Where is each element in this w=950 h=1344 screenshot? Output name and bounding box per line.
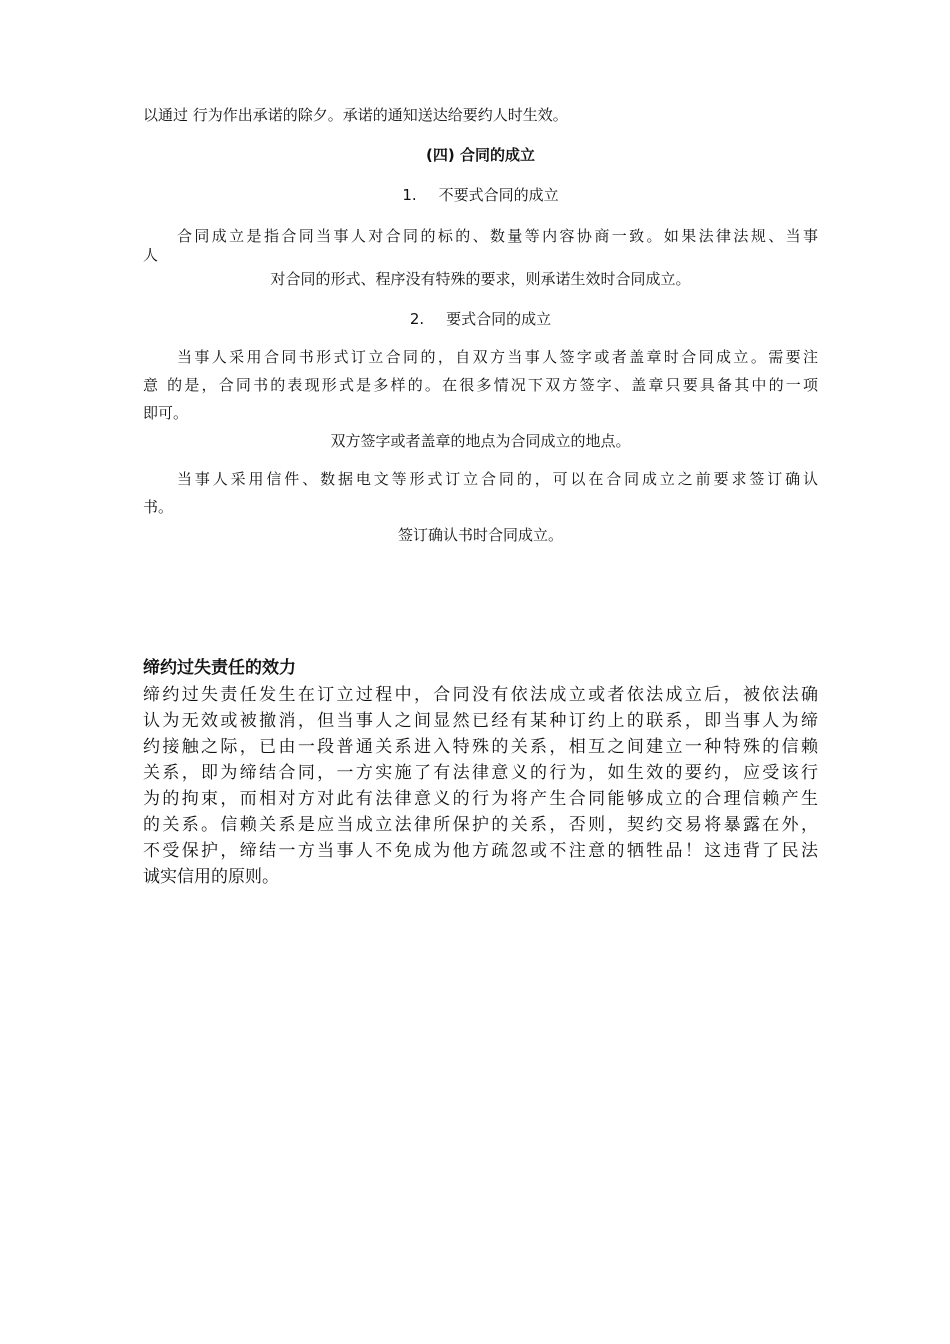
section-heading: (四) 合同的成立 <box>426 146 535 164</box>
body-line: 的关系。信赖关系是应当成立法律所保护的关系，否则，契约交易将暴露在外， <box>143 815 818 835</box>
body-line: 不受保护，缔结一方当事人不免成为他方疏忽或不注意的牺牲品！这违背了民法 <box>143 841 818 861</box>
body-line: 约接触之际，已由一段普通关系进入特殊的关系，相互之间建立一种特殊的信赖 <box>143 737 818 757</box>
paragraph-line: 对合同的形式、程序没有特殊的要求，则承诺生效时合同成立。 <box>270 270 691 288</box>
paragraph-line: 双方签字或者盖章的地点为合同成立的地点。 <box>330 432 631 450</box>
paragraph-line: 即可。 <box>143 404 189 422</box>
body-line: 认为无效或被撤消，但当事人之间显然已经有某种订约上的联系，即当事人为缔 <box>143 711 818 731</box>
paragraph-line: 合同成立是指合同当事人对合同的标的、数量等内容协商一致。如果法律法规、当事 <box>177 227 818 245</box>
paragraph-line: 书。 <box>143 498 174 516</box>
subheading-title: 不要式合同的成立 <box>438 186 559 204</box>
paragraph-line: 人 <box>143 246 159 264</box>
body-line: 关系，即为缔结合同，一方实施了有法律意义的行为，如生效的要约，应受该行 <box>143 763 818 783</box>
paragraph-line: 当事人采用合同书形式订立合同的，自双方当事人签字或者盖章时合同成立。需要注 <box>177 348 818 366</box>
subheading-number: 2. <box>409 310 425 328</box>
paragraph-line: 签订确认书时合同成立。 <box>397 526 563 544</box>
body-line: 诚实信用的原则。 <box>143 867 279 887</box>
body-line: 缔约过失责任发生在订立过程中，合同没有依法成立或者依法成立后，被依法确 <box>143 685 818 705</box>
subheading-number: 1. <box>402 186 417 204</box>
section-title: 缔约过失责任的效力 <box>143 658 296 678</box>
text-line: 以通过 行为作出承诺的除夕。承诺的通知送达给要约人时生效。 <box>143 106 568 124</box>
subheading-1 <box>143 184 818 206</box>
subheading-2 <box>143 308 818 330</box>
subheading-title: 要式合同的成立 <box>446 310 552 328</box>
body-line: 为的拘束，而相对方对此有法律意义的行为将产生合同能够成立的合理信赖产生 <box>143 789 818 809</box>
paragraph-line: 当事人采用信件、数据电文等形式订立合同的，可以在合同成立之前要求签订确认 <box>177 470 818 488</box>
paragraph-line: 意 的是，合同书的表现形式是多样的。在很多情况下双方签字、盖章只要具备其中的一项 <box>143 376 818 394</box>
